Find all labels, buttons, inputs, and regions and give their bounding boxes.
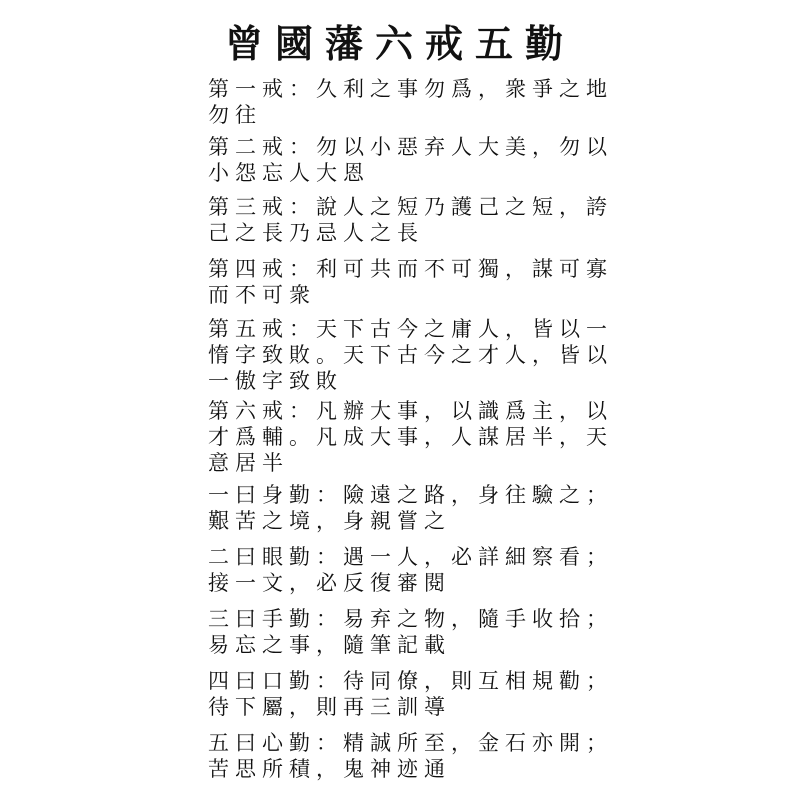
rule-entry-6 bbox=[208, 398, 613, 476]
rule-line: 第二戒：勿以小惡弃人大美，勿以 bbox=[208, 135, 613, 159]
diligence-entry-2 bbox=[208, 544, 613, 596]
rule-line: 五曰心勤：精誠所至，金石亦開； bbox=[208, 731, 613, 755]
rule-line: 才爲輔。凡成大事，人謀居半，天 bbox=[208, 425, 613, 449]
rule-entry-5 bbox=[208, 316, 613, 394]
rule-entry-4 bbox=[208, 256, 613, 308]
rule-line: 惰字致敗。天下古今之才人，皆以 bbox=[208, 343, 613, 367]
diligence-entry-1 bbox=[208, 482, 613, 534]
rule-line: 己之長乃忌人之長 bbox=[208, 221, 424, 245]
rule-entry-2 bbox=[208, 134, 613, 186]
rule-line: 一曰身勤：險遠之路，身往驗之； bbox=[208, 483, 613, 507]
rule-line: 艱苦之境，身親嘗之 bbox=[208, 509, 451, 533]
rule-line: 三曰手勤：易弃之物，隨手收拾； bbox=[208, 607, 613, 631]
rule-line: 意居半 bbox=[208, 451, 289, 475]
rule-line: 接一文，必反復審閱 bbox=[208, 571, 451, 595]
rule-line: 而不可衆 bbox=[208, 283, 316, 307]
rule-line: 小怨忘人大恩 bbox=[208, 161, 370, 185]
diligence-entry-4 bbox=[208, 668, 613, 720]
diligence-entry-3 bbox=[208, 606, 613, 658]
diligence-entry-5 bbox=[208, 730, 613, 782]
rule-line: 勿往 bbox=[208, 103, 262, 127]
rule-line: 第五戒：天下古今之庸人，皆以一 bbox=[208, 317, 613, 341]
rule-line: 第四戒：利可共而不可獨，謀可寡 bbox=[208, 257, 613, 281]
rule-line: 苦思所積，鬼神迹通 bbox=[208, 757, 451, 781]
rule-line: 二曰眼勤：遇一人，必詳細察看； bbox=[208, 545, 613, 569]
rule-line: 四曰口勤：待同僚，則互相規勸； bbox=[208, 669, 613, 693]
page-title: 曾國藩六戒五勤 bbox=[224, 21, 575, 66]
rule-line: 第一戒：久利之事勿爲，衆爭之地 bbox=[208, 77, 613, 101]
rule-line: 第六戒：凡辦大事，以識爲主，以 bbox=[208, 399, 613, 423]
rule-entry-3 bbox=[208, 194, 613, 246]
rule-line: 第三戒：說人之短乃護己之短，誇 bbox=[208, 195, 613, 219]
rule-line: 一傲字致敗 bbox=[208, 369, 343, 393]
rule-line: 易忘之事，隨筆記載 bbox=[208, 633, 451, 657]
rule-line: 待下屬，則再三訓導 bbox=[208, 695, 451, 719]
rule-entry-1 bbox=[208, 76, 613, 128]
